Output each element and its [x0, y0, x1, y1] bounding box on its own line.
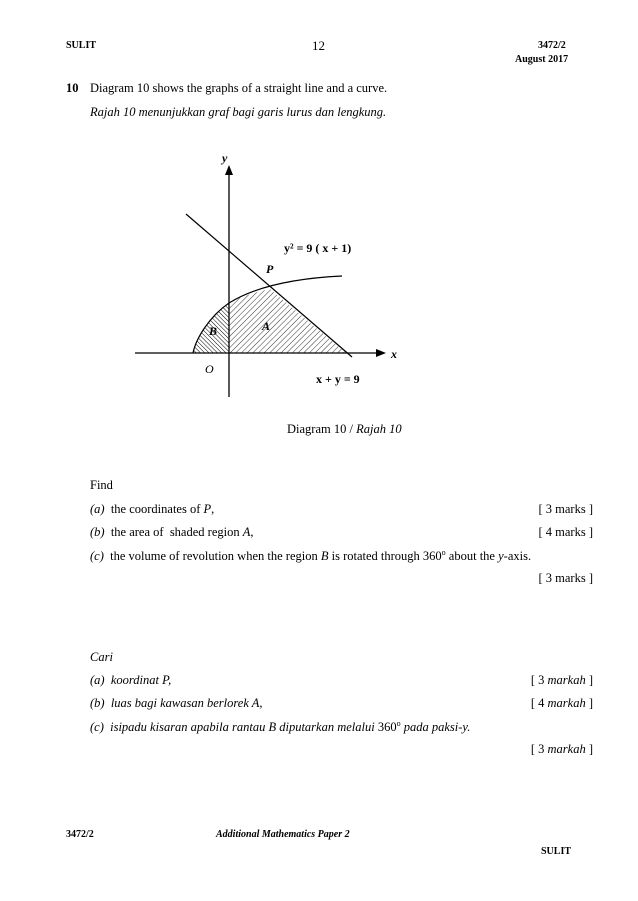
question-intro-ms: Rajah 10 menunjukkan graf bagi garis lurus dan lengkung.	[90, 105, 387, 119]
region-a	[229, 289, 346, 353]
region-a-label: A	[262, 319, 271, 333]
marks-ms-b: [ 4 markah ]	[530, 696, 593, 710]
region-b-label: B	[209, 324, 218, 338]
task-ms-c: (c) isipadu kisaran apabila rantau B diputarkan melalui 360$^o$ pada paksi-y.	[90, 719, 471, 735]
task-ms-b: (b) luas bagi kawasan berlorek A,	[90, 696, 263, 710]
line-equation: x + y = 9	[316, 372, 360, 386]
task-en-c: (c) the volume of revolution when the region B is rotated through 360$^o$ about the y-axis.	[90, 548, 532, 564]
curve-equation: y² = 9 ( x + 1)	[284, 241, 352, 255]
question-number: 10	[66, 81, 79, 95]
task-en-a: (a) the coordinates of P,	[90, 502, 215, 516]
marks-ms-a: [ 3 markah ]	[530, 673, 593, 687]
page-number: 12	[312, 38, 325, 53]
x-axis-label: x	[391, 347, 397, 361]
x-axis-arrow	[376, 349, 386, 357]
marks-en-a: [ 3 marks ]	[538, 502, 593, 516]
paper-code: 3472/2	[538, 40, 566, 51]
footer-title: Additional Mathematics Paper 2	[216, 829, 350, 840]
marks-ms-c: [ 3 markah ]	[530, 742, 593, 756]
footer-code: 3472/2	[66, 829, 94, 840]
footer-sulit: SULIT	[541, 846, 572, 857]
question-intro-en: Diagram 10 shows the graphs of a straight line and a curve.	[90, 81, 388, 95]
y-axis-arrow	[225, 165, 233, 175]
y-axis-label: y	[222, 151, 228, 165]
diagram-caption	[287, 422, 402, 437]
diagram-10	[120, 140, 410, 405]
paper-date: August 2017	[515, 54, 569, 65]
caption-ms: Rajah 10	[356, 422, 402, 436]
marks-en-c: [ 3 marks ]	[538, 571, 593, 585]
point-p-label: P	[266, 262, 274, 276]
origin-label: O	[205, 362, 214, 376]
marks-en-b: [ 4 marks ]	[538, 525, 593, 539]
find-lead: Find	[90, 478, 113, 492]
caption-en: Diagram 10 /	[287, 422, 357, 436]
header-sulit: SULIT	[66, 40, 97, 51]
cari-lead: Cari	[90, 650, 113, 664]
task-ms-a: (a) koordinat P,	[90, 673, 172, 687]
task-en-b: (b) the area of shaded region A,	[90, 525, 254, 539]
